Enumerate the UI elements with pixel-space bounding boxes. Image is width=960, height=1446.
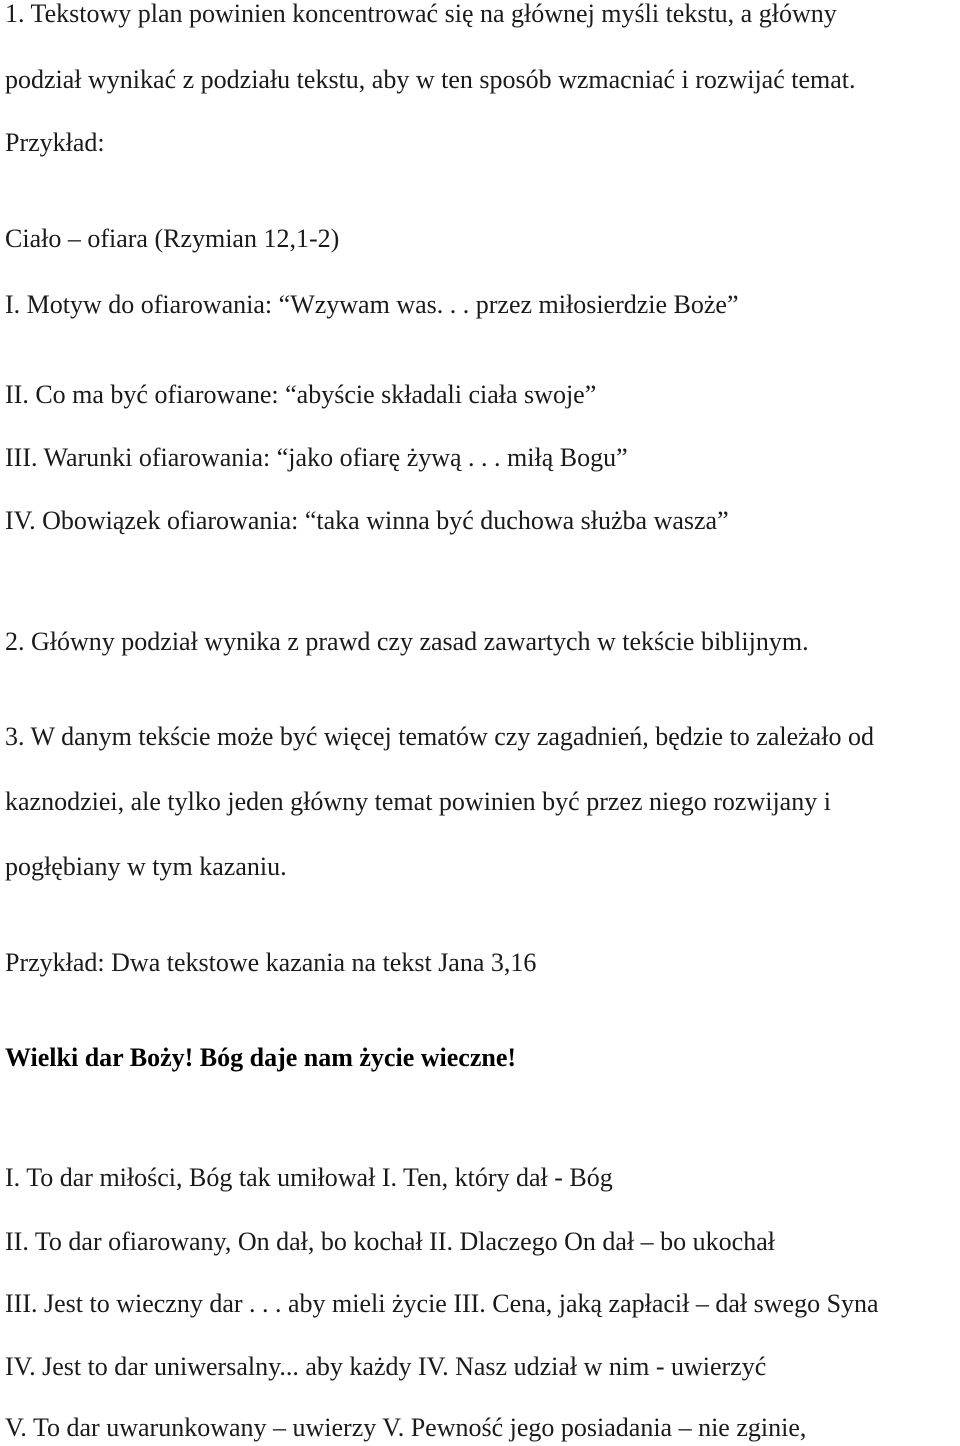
example-label: Przykład: [5,128,105,157]
sermon-titles: Wielki dar Boży! Bóg daje nam życie wieczne! [5,1043,517,1072]
point-3-line-1: 3. W danym tekście może być więcej tematów czy zagadnień, będzie to zależało od [5,722,874,751]
sermon-outline-row-4: IV. Jest to dar uniwersalny... aby każdy IV. Nasz udział w nim - uwierzyć [5,1352,767,1381]
point-1-line-1: 1. Tekstowy plan powinien koncentrować się na głównej myśli tekstu, a główny [5,0,837,28]
sermon-outline-row-3: III. Jest to wieczny dar . . . aby mieli życie III. Cena, jaką zapłacił – dał swego Syna [5,1289,879,1318]
point-3-line-2: kaznodziei, ale tylko jeden główny temat powinien być przez niego rozwijany i [5,787,831,816]
example-2-label: Przykład: Dwa tekstowe kazania na tekst Jana 3,16 [5,948,537,977]
sermon-outline-row-2: II. To dar ofiarowany, On dał, bo kochał II. Dlaczego On dał – bo ukochał [5,1227,775,1256]
point-1-line-2: podział wynikać z podziału tekstu, aby w ten sposób wzmacniać i rozwijać temat. [5,65,856,94]
outline-item-1: I. Motyw do ofiarowania: “Wzywam was. . . przez miłosierdzie Boże” [5,290,739,319]
sermon-outline-row-5: V. To dar uwarunkowany – uwierzy V. Pewność jego posiadania – nie zginie, [5,1413,807,1442]
outline-item-2: II. Co ma być ofiarowane: “abyście składali ciała swoje” [5,380,597,409]
example-title: Ciało – ofiara (Rzymian 12,1-2) [5,224,340,253]
sermon-outline-row-1: I. To dar miłości, Bóg tak umiłował I. Ten, który dał - Bóg [5,1163,613,1192]
outline-item-4: IV. Obowiązek ofiarowania: “taka winna być duchowa służba wasza” [5,506,729,535]
outline-item-3: III. Warunki ofiarowania: “jako ofiarę żywą . . . miłą Bogu” [5,443,628,472]
point-2: 2. Główny podział wynika z prawd czy zasad zawartych w tekście biblijnym. [5,627,809,656]
point-3-line-3: pogłębiany w tym kazaniu. [5,852,287,881]
